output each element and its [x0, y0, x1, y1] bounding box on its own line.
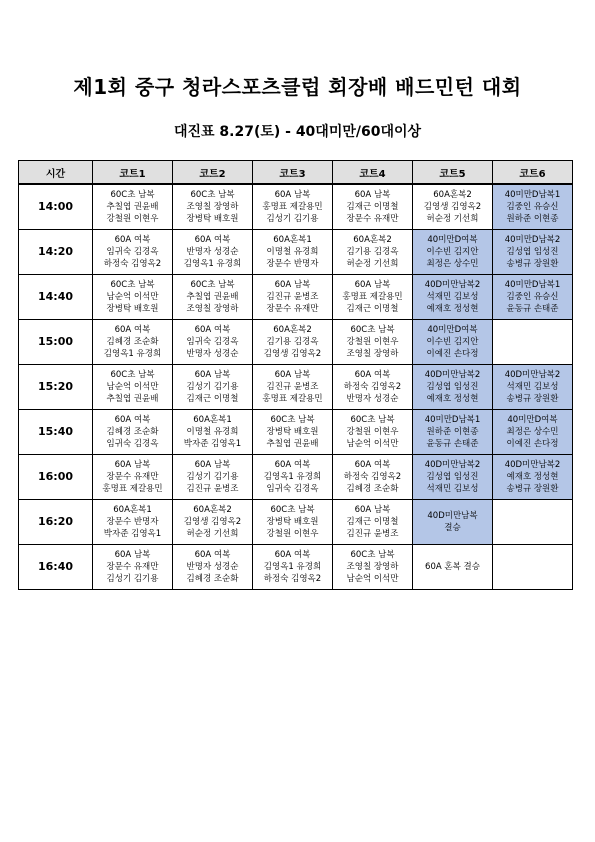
match-team: 홍명표 제갈용민: [102, 484, 163, 494]
time-slot: 14:40: [19, 275, 93, 320]
time-slot: 15:40: [19, 410, 93, 455]
match-event: 60C초 남복: [270, 415, 315, 425]
match-event: 60C초 남복: [110, 190, 155, 200]
match-team: 남순억 이석만: [106, 292, 159, 302]
match-event: 40D미만남복: [427, 511, 478, 521]
match-team: 추칠엽 권윤배: [186, 292, 239, 302]
match-team: 조영칠 장영하: [186, 202, 239, 212]
match-team: 반명자 성경순: [186, 247, 239, 257]
time-slot: 14:00: [19, 184, 93, 230]
match-team: 강철원 이현우: [266, 529, 319, 539]
match-team: 김영옥1 유경희: [183, 259, 242, 269]
match-cell: [413, 545, 493, 590]
match-team: 김혜경 조순화: [346, 484, 399, 494]
match-event: 60A 남복: [274, 280, 311, 290]
match-event: 60A 여복: [194, 550, 231, 560]
match-team: 하정숙 김영옥2: [343, 382, 402, 392]
match-cell: [333, 184, 413, 230]
match-team: 원하준 이현종: [426, 427, 479, 437]
match-team: 임귀숙 김경옥: [106, 247, 159, 257]
time-slot: 14:20: [19, 230, 93, 275]
match-cell: [93, 230, 173, 275]
match-cell: [93, 410, 173, 455]
match-team: 이수빈 김지안: [426, 247, 479, 257]
match-event: 60C초 남복: [110, 370, 155, 380]
match-event: 40미만D여복: [427, 235, 478, 245]
match-event: 60A 남복: [354, 505, 391, 515]
match-team: 장병탁 배호원: [186, 214, 239, 224]
match-event: 60A 남복: [194, 370, 231, 380]
match-team: 이수빈 김지안: [426, 337, 479, 347]
match-event: 40미만D남복1: [504, 280, 561, 290]
match-team: 김중인 유승신: [506, 202, 559, 212]
match-team: 장문수 유재만: [346, 214, 399, 224]
match-event: 60A 남복: [274, 370, 311, 380]
match-event: 60A 여복: [354, 370, 391, 380]
match-team: 이예진 손다정: [426, 349, 479, 359]
match-team: 조영칠 장영하: [346, 562, 399, 572]
match-event: 60A 남복: [114, 550, 151, 560]
match-team: 김진규 윤병조: [346, 529, 399, 539]
match-team: 김영옥1 유경희: [103, 349, 162, 359]
header-court-5: 코트5: [413, 161, 493, 185]
match-cell: [253, 545, 333, 590]
match-event: 60A 여복: [114, 235, 151, 245]
match-team: 임귀숙 김경옥: [266, 484, 319, 494]
match-cell: [413, 500, 493, 545]
match-team: 강철원 이현우: [346, 337, 399, 347]
time-slot: 15:00: [19, 320, 93, 365]
match-event: 60C초 남복: [350, 325, 395, 335]
match-cell: [333, 500, 413, 545]
match-team: 조영칠 장영하: [346, 349, 399, 359]
table-row: [19, 320, 573, 365]
match-team: 김성기 김기용: [186, 472, 239, 482]
match-team: 남순억 이석만: [106, 382, 159, 392]
match-event: 60A혼복2: [353, 235, 392, 245]
match-event: 60A혼복1: [193, 415, 232, 425]
match-team: 남순억 이석만: [346, 574, 399, 584]
match-team: 윤동규 손태준: [506, 304, 559, 314]
match-cell: [333, 545, 413, 590]
match-team: 김기용 김경옥: [266, 337, 319, 347]
match-event: 60A 남복: [354, 190, 391, 200]
match-team: 홍명표 제갈용민: [342, 292, 403, 302]
match-cell: [173, 275, 253, 320]
match-cell: [493, 545, 573, 590]
match-cell: [173, 500, 253, 545]
match-event: 40D미만남복2: [504, 370, 561, 380]
match-event: 60A 여복: [274, 550, 311, 560]
match-team: 송병규 장원환: [506, 259, 559, 269]
table-row: [19, 275, 573, 320]
match-team: 예재호 정성현: [426, 304, 479, 314]
match-team: 임귀숙 김경옥: [106, 439, 159, 449]
table-row: [19, 230, 573, 275]
match-event: 60A 여복: [114, 325, 151, 335]
match-team: 김성기 김기용: [266, 214, 319, 224]
match-team: 김재근 이명철: [346, 304, 399, 314]
match-team: 김성엽 임성진: [426, 472, 479, 482]
header-court-2: 코트2: [173, 161, 253, 185]
match-team: 김혜경 조순화: [106, 337, 159, 347]
match-team: 박자준 김영옥1: [103, 529, 162, 539]
match-team: 추칠엽 권윤배: [106, 394, 159, 404]
match-cell: [93, 184, 173, 230]
header-court-1: 코트1: [93, 161, 173, 185]
header-court-4: 코트4: [333, 161, 413, 185]
match-cell: [413, 320, 493, 365]
header-court-6: 코트6: [493, 161, 573, 185]
match-event: 40미만D여복: [427, 325, 478, 335]
match-cell: [173, 365, 253, 410]
match-team: 홍명표 제갈용민: [262, 394, 323, 404]
table-row: [19, 545, 573, 590]
match-team: 하정숙 김영옥2: [343, 472, 402, 482]
match-team: 김영생 김영옥2: [183, 517, 242, 527]
match-team: 허순정 기선희: [346, 259, 399, 269]
match-team: 김혜경 조순화: [106, 427, 159, 437]
match-team: 김영옥1 유경희: [263, 472, 322, 482]
match-team: 송병규 장원환: [506, 394, 559, 404]
match-team: 반명자 성경순: [186, 562, 239, 572]
match-cell: [173, 230, 253, 275]
match-team: 추칠엽 권윤배: [106, 202, 159, 212]
match-event: 60A 여복: [114, 415, 151, 425]
table-row: [19, 500, 573, 545]
match-team: 임귀숙 김경옥: [186, 337, 239, 347]
match-team: 장병탁 배호원: [266, 517, 319, 527]
match-team: 결승: [444, 523, 461, 533]
match-cell: [493, 365, 573, 410]
match-team: 장문수 유재만: [266, 304, 319, 314]
match-event: 60C초 남복: [110, 280, 155, 290]
match-cell: [93, 500, 173, 545]
match-event: 60A혼복2: [273, 325, 312, 335]
match-cell: [253, 230, 333, 275]
match-cell: [173, 320, 253, 365]
match-team: 김기용 김경옥: [346, 247, 399, 257]
match-team: 김재근 이명철: [346, 202, 399, 212]
match-event: 40D미만남복2: [424, 370, 481, 380]
match-team: 장병탁 배호원: [106, 304, 159, 314]
match-event: 60A 혼복 결승: [425, 562, 480, 572]
page-subtitle: 대진표 8.27(토) - 40대미만/60대이상: [173, 124, 422, 140]
match-event: 40미만D여복: [507, 415, 558, 425]
match-cell: [253, 320, 333, 365]
match-cell: [253, 455, 333, 500]
match-team: 홍명표 제갈용민: [262, 202, 323, 212]
match-team: 송병규 장원환: [506, 484, 559, 494]
match-event: 60C초 남복: [350, 415, 395, 425]
match-event: 60A 남복: [354, 280, 391, 290]
match-team: 윤동규 손태준: [426, 439, 479, 449]
match-team: 하정숙 김영옥2: [263, 574, 322, 584]
match-team: 남순억 이석만: [346, 439, 399, 449]
time-slot: 16:40: [19, 545, 93, 590]
match-cell: [493, 320, 573, 365]
match-event: 60C초 남복: [270, 505, 315, 515]
match-cell: [93, 455, 173, 500]
match-event: 60A 여복: [354, 460, 391, 470]
match-cell: [333, 275, 413, 320]
match-event: 40D미만남복2: [424, 460, 481, 470]
match-team: 장문수 유재만: [106, 562, 159, 572]
table-row: [19, 184, 573, 230]
match-team: 반명자 성경순: [346, 394, 399, 404]
match-team: 예재호 정성현: [506, 472, 559, 482]
match-team: 최정은 상수민: [426, 259, 479, 269]
match-cell: [333, 320, 413, 365]
match-event: 60C초 남복: [350, 550, 395, 560]
match-team: 추칠엽 권윤배: [266, 439, 319, 449]
match-cell: [253, 184, 333, 230]
match-event: 60C초 남복: [190, 190, 235, 200]
match-cell: [173, 410, 253, 455]
match-team: 예재호 정성현: [426, 394, 479, 404]
match-cell: [93, 545, 173, 590]
match-team: 이명철 유경희: [186, 427, 239, 437]
match-cell: [413, 275, 493, 320]
match-cell: [333, 455, 413, 500]
match-event: 40미만D남복1: [424, 415, 481, 425]
time-slot: 16:00: [19, 455, 93, 500]
table-row: [19, 455, 573, 500]
match-team: 허순정 기선희: [426, 214, 479, 224]
match-cell: [253, 365, 333, 410]
time-slot: 15:20: [19, 365, 93, 410]
match-cell: [253, 500, 333, 545]
match-team: 김성기 김기용: [106, 574, 159, 584]
match-team: 강철원 이현우: [106, 214, 159, 224]
match-event: 60A혼복1: [113, 505, 152, 515]
match-team: 이명철 유경희: [266, 247, 319, 257]
match-team: 허순정 기선희: [186, 529, 239, 539]
match-event: 40D미만남복2: [424, 280, 481, 290]
match-team: 최정은 상수민: [506, 427, 559, 437]
match-cell: [173, 455, 253, 500]
match-event: 40미만D남복1: [504, 190, 561, 200]
match-event: 60A혼복1: [273, 235, 312, 245]
match-team: 강철원 이현우: [346, 427, 399, 437]
match-team: 장문수 유재만: [106, 472, 159, 482]
match-team: 석재민 김보성: [506, 382, 559, 392]
page-title: 제1회 중구 청라스포츠클럽 회장배 배드민턴 대회: [73, 75, 522, 99]
match-cell: [413, 230, 493, 275]
match-team: 장병탁 배호원: [266, 427, 319, 437]
header-court-3: 코트3: [253, 161, 333, 185]
match-team: 석재민 김보성: [426, 484, 479, 494]
match-event: 60C초 남복: [190, 280, 235, 290]
match-cell: [413, 365, 493, 410]
match-team: 김진규 윤병조: [266, 382, 319, 392]
match-cell: [493, 275, 573, 320]
match-team: 원하준 이현종: [506, 214, 559, 224]
match-cell: [333, 230, 413, 275]
time-slot: 16:20: [19, 500, 93, 545]
match-cell: [93, 365, 173, 410]
match-team: 장문수 반명자: [106, 517, 159, 527]
match-team: 김성엽 임성진: [506, 247, 559, 257]
match-event: 60A 여복: [274, 460, 311, 470]
match-cell: [413, 410, 493, 455]
match-cell: [493, 410, 573, 455]
header-time: 시간: [19, 161, 93, 185]
match-event: 60A 여복: [194, 235, 231, 245]
match-cell: [413, 184, 493, 230]
schedule-body: [19, 184, 573, 590]
match-event: 60A 여복: [194, 325, 231, 335]
match-event: 60A 남복: [274, 190, 311, 200]
schedule-table: [18, 160, 573, 590]
match-cell: [93, 320, 173, 365]
table-row: [19, 365, 573, 410]
match-team: 조영칠 장영하: [186, 304, 239, 314]
match-event: 60A 남복: [114, 460, 151, 470]
match-cell: [333, 410, 413, 455]
match-cell: [493, 500, 573, 545]
match-cell: [93, 275, 173, 320]
match-team: 김중인 유승신: [506, 292, 559, 302]
match-team: 김영생 김영옥2: [423, 202, 482, 212]
match-cell: [253, 275, 333, 320]
match-team: 김영생 김영옥2: [263, 349, 322, 359]
match-team: 이예진 손다정: [506, 439, 559, 449]
match-cell: [333, 365, 413, 410]
match-cell: [253, 410, 333, 455]
table-row: [19, 410, 573, 455]
match-team: 김진규 윤병조: [186, 484, 239, 494]
match-team: 김재근 이명철: [346, 517, 399, 527]
match-cell: [173, 545, 253, 590]
match-team: 김진규 윤병조: [266, 292, 319, 302]
match-team: 김혜경 조순화: [186, 574, 239, 584]
match-cell: [493, 455, 573, 500]
match-event: 60A혼복2: [193, 505, 232, 515]
match-event: 40D미만남복2: [504, 460, 561, 470]
match-team: 박자준 김영옥1: [183, 439, 242, 449]
match-cell: [493, 230, 573, 275]
match-team: 김성기 김기용: [186, 382, 239, 392]
match-cell: [413, 455, 493, 500]
match-team: 하정숙 김영옥2: [103, 259, 162, 269]
match-team: 김영옥1 유경희: [263, 562, 322, 572]
match-event: 40미만D남복2: [504, 235, 561, 245]
match-team: 석재민 김보성: [426, 292, 479, 302]
match-team: 김성엽 임성진: [426, 382, 479, 392]
match-team: 김재근 이명철: [186, 394, 239, 404]
match-cell: [493, 184, 573, 230]
match-cell: [173, 184, 253, 230]
match-event: 60A 남복: [194, 460, 231, 470]
header-row: [19, 161, 573, 185]
match-team: 장문수 반명자: [266, 259, 319, 269]
match-event: 60A혼복2: [433, 190, 472, 200]
match-team: 반명자 성경순: [186, 349, 239, 359]
